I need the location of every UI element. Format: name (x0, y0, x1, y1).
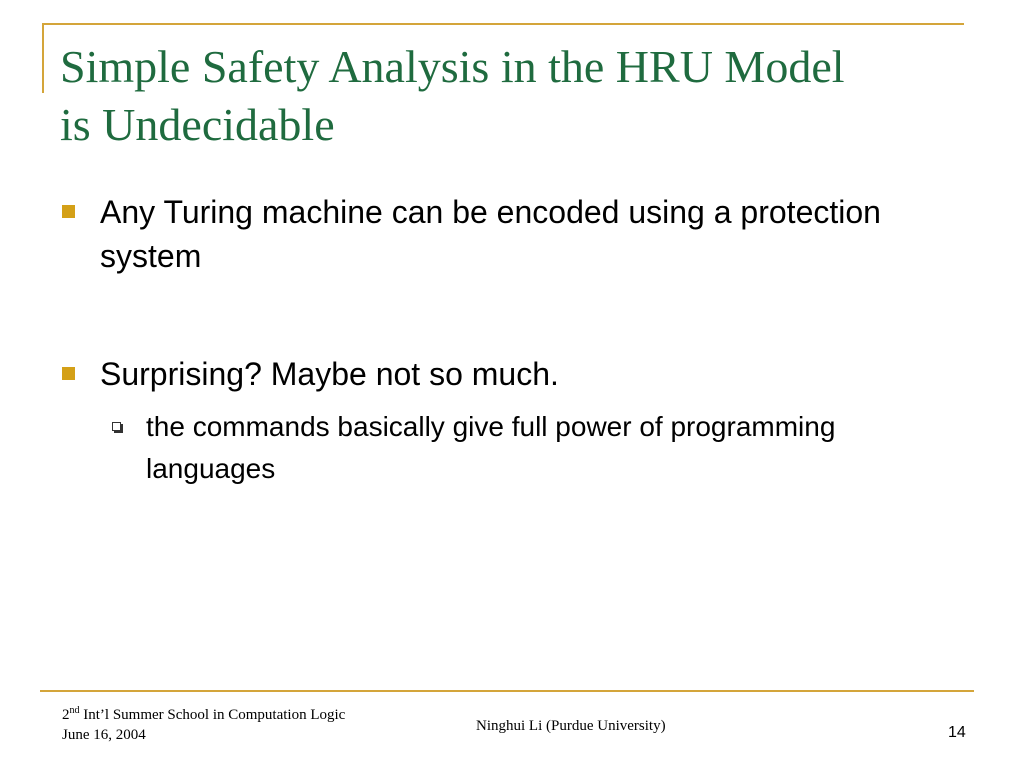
title-line-2: is Undecidable (60, 99, 335, 150)
footer-date: June 16, 2004 (62, 727, 146, 743)
bullet-text: Any Turing machine can be encoded using a protection system (100, 194, 881, 274)
footer-event (62, 705, 345, 745)
event-name-rest: Int’l Summer School in Computation Logic (79, 707, 346, 723)
footer-event-name (62, 705, 345, 725)
page-number: 14 (948, 724, 966, 741)
hollow-square-bullet-icon (112, 422, 121, 431)
sub-bullet-item (112, 406, 872, 490)
event-ordinal-suffix: nd (69, 705, 80, 716)
event-ordinal: 2 (62, 707, 70, 723)
footer-author: Ninghui Li (Purdue University) (476, 718, 666, 734)
bullet-item (62, 352, 942, 396)
square-bullet-icon (62, 367, 75, 380)
footer-rule (40, 690, 974, 692)
left-rule (42, 23, 44, 93)
slide-title (60, 38, 980, 154)
title-line-1: Simple Safety Analysis in the HRU Model (60, 41, 845, 92)
sub-bullet-text: the commands basically give full power of programming languages (146, 411, 836, 484)
square-bullet-icon (62, 205, 75, 218)
bullet-text: Surprising? Maybe not so much. (100, 356, 559, 392)
top-rule (42, 23, 964, 25)
bullet-item (62, 190, 942, 278)
